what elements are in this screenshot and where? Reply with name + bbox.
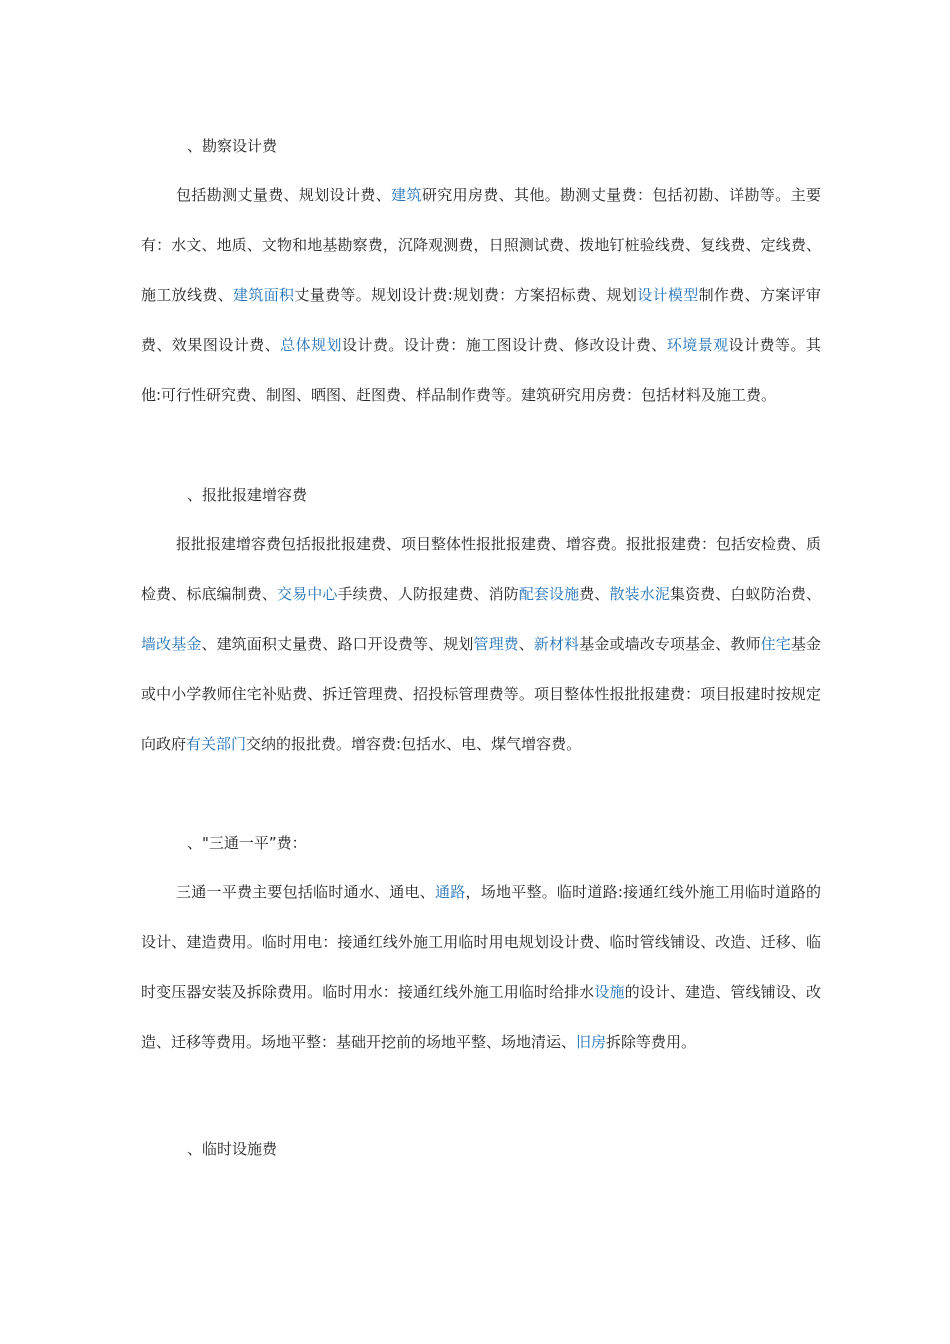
inline-link[interactable]: 配套设施 (518, 585, 580, 603)
paragraph-text: 包括勘测丈量费、规划设计费、 (176, 186, 392, 204)
section-heading-three-connections: 、"三通一平”费： (187, 834, 307, 852)
inline-link[interactable]: 通路 (435, 883, 466, 901)
paragraph-text: 的设计、建造、管线铺设、改造、迁移等费用。场地平整：基础开挖前的场地平整、场地清运、 (141, 983, 821, 1051)
inline-link[interactable]: 总体规划 (280, 336, 343, 354)
inline-link[interactable]: 设计模型 (637, 286, 699, 304)
paragraph-text: 拆除等费用。 (606, 1033, 697, 1051)
section-paragraph-three-connections (141, 867, 821, 1067)
paragraph-text: 、建筑面积丈量费、路口开设费等、规划 (201, 635, 474, 653)
inline-link[interactable]: 散装水泥 (609, 585, 670, 603)
section-heading-approval-fees: 、报批报建增容费 (187, 486, 308, 504)
paragraph-text: 丈量费等。规划设计费:规划费：方案招标费、规划 (294, 286, 638, 304)
paragraph-text: ，场地平整。临时道路:接通红线外施工用临时道路的设计、建造费用。临时用电：接通红线外施工用临时用电规划设计费、临时管线铺设、改造、迁移、临时变压器安装及拆除费用。临时用水：接通红线外施工用临时给排水 (141, 883, 821, 1001)
paragraph-text: 手续费、人防报建费、消防 (337, 585, 519, 603)
section-heading-survey-design: 、勘察设计费 (187, 137, 278, 155)
paragraph-text: 集资费、白蚁防治费、 (669, 585, 821, 603)
inline-link[interactable]: 建筑面积 (233, 286, 295, 304)
paragraph-text: 交纳的报批费。增容费:包括水、电、煤气增容费。 (246, 735, 582, 753)
inline-link[interactable]: 交易中心 (277, 585, 338, 603)
paragraph-text: 基金或中小学教师住宅补贴费、拆迁管理费、招投标管理费等。项目整体性报批报建费：项目报建时按规定向政府 (141, 635, 821, 753)
paragraph-text: 报批报建增容费包括报批报建费、项目整体性报批报建费、增容费。报批报建费：包括安检费、质检费、标底编制费、 (141, 535, 822, 603)
inline-link[interactable]: 新材料 (533, 635, 580, 653)
paragraph-text: 费、 (579, 585, 610, 603)
inline-link[interactable]: 设施 (594, 983, 625, 1001)
inline-link[interactable]: 墙改基金 (141, 635, 202, 653)
inline-link[interactable]: 有关部门 (186, 735, 247, 753)
inline-link[interactable]: 环境景观 (666, 336, 729, 354)
paragraph-text: 基金或墙改专项基金、教师 (579, 635, 761, 653)
inline-link[interactable]: 住宅 (760, 635, 791, 653)
section-paragraph-survey-design (141, 170, 821, 420)
paragraph-text: 设计费。设计费：施工图设计费、修改设计费、 (342, 336, 667, 354)
paragraph-text: 三通一平费主要包括临时通水、通电、 (176, 883, 436, 901)
paragraph-text: 设计费等。其他:可行性研究费、制图、晒图、赶图费、样品制作费等。建筑研究用房费：包括材料及施工费。 (141, 336, 821, 404)
paragraph-text: 制作费、方案评审费、效果图设计费、 (141, 286, 821, 354)
paragraph-text: 研究用房费、其他。勘测丈量费：包括初勘、详勘等。主要有：水文、地质、文物和地基勘察费，沉降观测费，日照测试费、拨地钉桩验线费、复线费、定线费、施工放线费、 (141, 186, 821, 304)
inline-link[interactable]: 建筑 (391, 186, 422, 204)
inline-link[interactable]: 旧房 (576, 1033, 607, 1051)
section-paragraph-approval-fees (141, 519, 821, 769)
paragraph-text: 、 (518, 635, 534, 653)
inline-link[interactable]: 管理费 (473, 635, 519, 653)
section-heading-temporary-facilities: 、临时设施费 (187, 1140, 278, 1158)
